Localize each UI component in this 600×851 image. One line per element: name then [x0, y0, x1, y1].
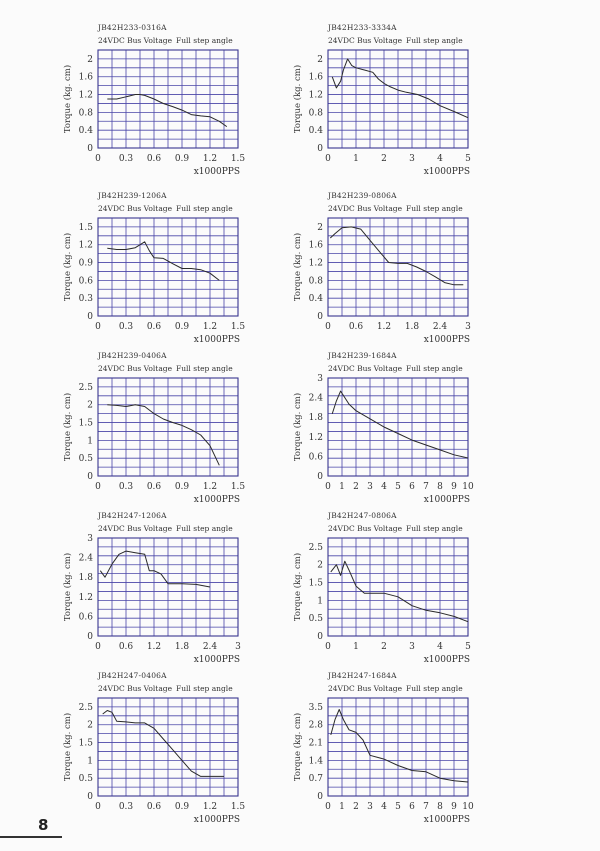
x-tick-label: 0 [95, 642, 101, 652]
chart-subtitle-voltage: 24VDC Bus Voltage [98, 524, 173, 533]
x-axis-label: x1000PPS [193, 815, 240, 825]
x-tick-label: 6 [409, 482, 415, 492]
y-tick-label: 2.1 [308, 738, 323, 749]
y-tick-label: 0.6 [78, 612, 93, 623]
y-tick-label: 0 [317, 632, 323, 642]
x-axis-label: x1000PPS [193, 655, 240, 665]
x-axis-label: x1000PPS [423, 335, 470, 345]
y-tick-label: 0.5 [78, 454, 93, 465]
x-axis-label: x1000PPS [423, 167, 470, 177]
chart-svg [280, 178, 580, 343]
chart-title: JB42H233-0316A [98, 23, 167, 32]
x-tick-label: 1.2 [376, 322, 392, 332]
y-axis-label: Torque (kg. cm) [63, 232, 73, 302]
x-tick-label: 1.2 [202, 802, 218, 812]
chart-grid [328, 378, 468, 476]
x-tick-label: 0.6 [146, 154, 162, 164]
x-tick-label: 2 [381, 154, 387, 164]
y-tick-label: 1.5 [78, 738, 93, 749]
x-tick-label: 10 [462, 802, 474, 812]
x-tick-label: 3 [367, 802, 373, 812]
y-tick-label: 1.6 [78, 72, 93, 83]
y-tick-label: 1.5 [78, 418, 93, 429]
chart-subtitle-voltage: 24VDC Bus Voltage [98, 364, 173, 373]
chart-subtitle-step: Full step angle [406, 364, 463, 373]
x-tick-label: 1.5 [230, 482, 246, 492]
torque-chart-6 [280, 338, 580, 503]
x-tick-label: 5 [465, 154, 471, 164]
torque-curve [331, 710, 468, 783]
chart-title: JB42H239-0406A [98, 351, 167, 360]
footer-rule [0, 836, 62, 838]
y-tick-label: 0.3 [78, 294, 93, 305]
y-tick-label: 3 [317, 374, 323, 384]
chart-grid [98, 50, 238, 148]
x-tick-label: 7 [423, 482, 429, 492]
x-tick-label: 1 [353, 154, 359, 164]
y-axis-label: Torque (kg. cm) [63, 712, 73, 782]
x-tick-label: 7 [423, 802, 429, 812]
x-tick-label: 0 [95, 322, 101, 332]
x-tick-label: 0.9 [174, 802, 190, 812]
chart-subtitle-voltage: 24VDC Bus Voltage [98, 204, 173, 213]
y-tick-label: 0 [317, 312, 323, 322]
y-tick-label: 0.6 [78, 276, 93, 287]
x-tick-label: 8 [437, 482, 443, 492]
x-tick-label: 1.5 [230, 154, 246, 164]
x-tick-label: 1.2 [202, 482, 218, 492]
y-tick-label: 2 [87, 54, 93, 65]
chart-subtitle-voltage: 24VDC Bus Voltage [98, 684, 173, 693]
x-tick-label: 1.8 [174, 642, 190, 652]
torque-chart-4 [280, 178, 580, 343]
y-tick-label: 1.8 [78, 573, 93, 584]
x-tick-label: 0 [325, 154, 331, 164]
x-tick-label: 0.6 [146, 322, 162, 332]
torque-curve [107, 95, 227, 127]
y-tick-label: 1 [317, 596, 323, 607]
x-tick-label: 2.4 [202, 642, 218, 652]
x-tick-label: 0.3 [118, 322, 134, 332]
x-axis-label: x1000PPS [193, 335, 240, 345]
y-tick-label: 1.2 [308, 90, 323, 101]
torque-curve [332, 391, 468, 458]
y-axis-label: Torque (kg. cm) [293, 392, 303, 462]
y-tick-label: 0.4 [78, 126, 93, 137]
y-tick-label: 0 [87, 144, 93, 154]
y-tick-label: 0 [87, 632, 93, 642]
chart-grid [328, 218, 468, 316]
torque-chart-10 [280, 658, 580, 823]
chart-grid [328, 50, 468, 148]
x-tick-label: 10 [462, 482, 474, 492]
y-tick-label: 1.6 [308, 240, 323, 251]
chart-title: JB42H233-3334A [328, 23, 397, 32]
x-tick-label: 5 [395, 802, 401, 812]
y-tick-label: 2 [317, 560, 323, 571]
x-axis-label: x1000PPS [193, 167, 240, 177]
chart-subtitle-voltage: 24VDC Bus Voltage [328, 364, 403, 373]
chart-grid [98, 218, 238, 316]
x-tick-label: 1 [339, 482, 345, 492]
y-tick-label: 1.2 [78, 592, 93, 603]
x-tick-label: 5 [395, 482, 401, 492]
y-tick-label: 0.8 [308, 108, 323, 119]
y-tick-label: 1.5 [308, 578, 323, 589]
chart-subtitle-step: Full step angle [176, 364, 233, 373]
chart-title: JB42H239-1206A [98, 191, 167, 200]
x-tick-label: 2 [381, 642, 387, 652]
x-tick-label: 0.6 [348, 322, 364, 332]
x-tick-label: 0.9 [174, 154, 190, 164]
y-tick-label: 2.4 [308, 393, 323, 404]
chart-subtitle-voltage: 24VDC Bus Voltage [98, 36, 173, 45]
y-tick-label: 0.5 [78, 774, 93, 785]
x-tick-label: 1.8 [404, 322, 420, 332]
x-tick-label: 0.9 [174, 482, 190, 492]
chart-subtitle-step: Full step angle [176, 204, 233, 213]
y-tick-label: 1.8 [308, 413, 323, 424]
chart-grid [328, 538, 468, 636]
y-tick-label: 1.2 [308, 432, 323, 443]
x-tick-label: 3 [465, 322, 471, 332]
x-tick-label: 1.2 [202, 154, 218, 164]
chart-subtitle-step: Full step angle [406, 204, 463, 213]
x-axis-label: x1000PPS [423, 815, 470, 825]
page-number: 8 [38, 816, 49, 834]
x-tick-label: 1 [339, 802, 345, 812]
chart-title: JB42H247-0406A [98, 671, 167, 680]
x-tick-label: 0 [95, 802, 101, 812]
chart-subtitle-step: Full step angle [406, 524, 463, 533]
y-tick-label: 0 [317, 472, 323, 482]
y-tick-label: 3.5 [308, 702, 323, 713]
x-tick-label: 1 [353, 642, 359, 652]
chart-subtitle-step: Full step angle [176, 36, 233, 45]
y-tick-label: 2 [317, 222, 323, 233]
x-axis-label: x1000PPS [423, 655, 470, 665]
y-axis-label: Torque (kg. cm) [63, 552, 73, 622]
torque-curve [103, 711, 224, 777]
chart-title: JB42H239-1684A [328, 351, 397, 360]
x-tick-label: 0.3 [118, 154, 134, 164]
x-tick-label: 4 [437, 154, 443, 164]
x-tick-label: 0 [325, 322, 331, 332]
x-tick-label: 0 [325, 642, 331, 652]
chart-grid [98, 538, 238, 636]
y-tick-label: 1.4 [308, 756, 323, 767]
x-tick-label: 0.6 [146, 482, 162, 492]
x-tick-label: 2.4 [432, 322, 448, 332]
y-tick-label: 2.4 [78, 553, 93, 564]
chart-subtitle-step: Full step angle [176, 684, 233, 693]
x-tick-label: 4 [437, 642, 443, 652]
y-tick-label: 2 [317, 54, 323, 65]
chart-grid [98, 698, 238, 796]
chart-title: JB42H239-0806A [328, 191, 397, 200]
y-tick-label: 2.5 [308, 542, 323, 553]
y-tick-label: 0 [317, 144, 323, 154]
y-tick-label: 0.4 [308, 294, 323, 305]
y-tick-label: 0.6 [308, 452, 323, 463]
x-tick-label: 0 [325, 482, 331, 492]
y-tick-label: 2 [87, 720, 93, 731]
x-tick-label: 0 [95, 154, 101, 164]
torque-curve [100, 551, 210, 587]
x-tick-label: 0.3 [118, 802, 134, 812]
y-tick-label: 2.8 [308, 720, 323, 731]
x-tick-label: 1.5 [230, 322, 246, 332]
x-tick-label: 0.3 [118, 482, 134, 492]
x-tick-label: 4 [381, 482, 387, 492]
x-tick-label: 5 [465, 642, 471, 652]
y-tick-label: 0 [87, 312, 93, 322]
x-tick-label: 0.6 [118, 642, 134, 652]
x-tick-label: 1.5 [230, 802, 246, 812]
y-tick-label: 1.6 [308, 72, 323, 83]
chart-title: JB42H247-1206A [98, 511, 167, 520]
x-tick-label: 1.2 [202, 322, 218, 332]
y-axis-label: Torque (kg. cm) [293, 64, 303, 134]
x-tick-label: 6 [409, 802, 415, 812]
y-axis-label: Torque (kg. cm) [63, 64, 73, 134]
y-tick-label: 1.2 [78, 240, 93, 251]
x-tick-label: 2 [353, 802, 359, 812]
y-tick-label: 0.9 [78, 258, 93, 269]
x-tick-label: 0.6 [146, 802, 162, 812]
chart-subtitle-voltage: 24VDC Bus Voltage [328, 36, 403, 45]
x-tick-label: 3 [235, 642, 241, 652]
x-tick-label: 9 [451, 482, 457, 492]
chart-svg [280, 498, 580, 663]
y-tick-label: 2 [87, 400, 93, 411]
torque-chart-8 [280, 498, 580, 663]
x-tick-label: 3 [409, 642, 415, 652]
x-tick-label: 0 [95, 482, 101, 492]
chart-subtitle-step: Full step angle [406, 36, 463, 45]
chart-svg [280, 658, 580, 823]
y-tick-label: 3 [87, 534, 93, 544]
x-tick-label: 0.9 [174, 322, 190, 332]
y-axis-label: Torque (kg. cm) [293, 712, 303, 782]
y-tick-label: 1 [87, 436, 93, 447]
x-tick-label: 4 [381, 802, 387, 812]
x-tick-label: 3 [409, 154, 415, 164]
x-tick-label: 3 [367, 482, 373, 492]
y-tick-label: 2.5 [78, 702, 93, 713]
x-axis-label: x1000PPS [423, 495, 470, 505]
y-axis-label: Torque (kg. cm) [293, 232, 303, 302]
x-tick-label: 0 [325, 802, 331, 812]
chart-grid [328, 698, 468, 796]
x-tick-label: 8 [437, 802, 443, 812]
x-tick-label: 9 [451, 802, 457, 812]
chart-subtitle-step: Full step angle [176, 524, 233, 533]
x-axis-label: x1000PPS [193, 495, 240, 505]
y-axis-label: Torque (kg. cm) [293, 552, 303, 622]
chart-svg [280, 338, 580, 503]
torque-chart-2 [280, 10, 580, 175]
y-tick-label: 0 [87, 792, 93, 802]
chart-subtitle-voltage: 24VDC Bus Voltage [328, 684, 403, 693]
y-tick-label: 2.5 [78, 382, 93, 393]
x-tick-label: 1.2 [146, 642, 162, 652]
chart-title: JB42H247-1684A [328, 671, 397, 680]
y-tick-label: 1.5 [78, 222, 93, 233]
y-tick-label: 0 [317, 792, 323, 802]
y-tick-label: 1.2 [78, 90, 93, 101]
torque-curve [107, 242, 219, 281]
chart-title: JB42H247-0806A [328, 511, 397, 520]
x-tick-label: 2 [353, 482, 359, 492]
y-tick-label: 0.5 [308, 614, 323, 625]
y-tick-label: 0 [87, 472, 93, 482]
y-tick-label: 1.2 [308, 258, 323, 269]
y-tick-label: 0.4 [308, 126, 323, 137]
chart-subtitle-voltage: 24VDC Bus Voltage [328, 204, 403, 213]
chart-subtitle-step: Full step angle [406, 684, 463, 693]
y-tick-label: 1 [87, 756, 93, 767]
y-axis-label: Torque (kg. cm) [63, 392, 73, 462]
y-tick-label: 0.8 [78, 108, 93, 119]
chart-subtitle-voltage: 24VDC Bus Voltage [328, 524, 403, 533]
y-tick-label: 0.7 [308, 774, 323, 785]
y-tick-label: 0.8 [308, 276, 323, 287]
chart-svg [280, 10, 580, 175]
